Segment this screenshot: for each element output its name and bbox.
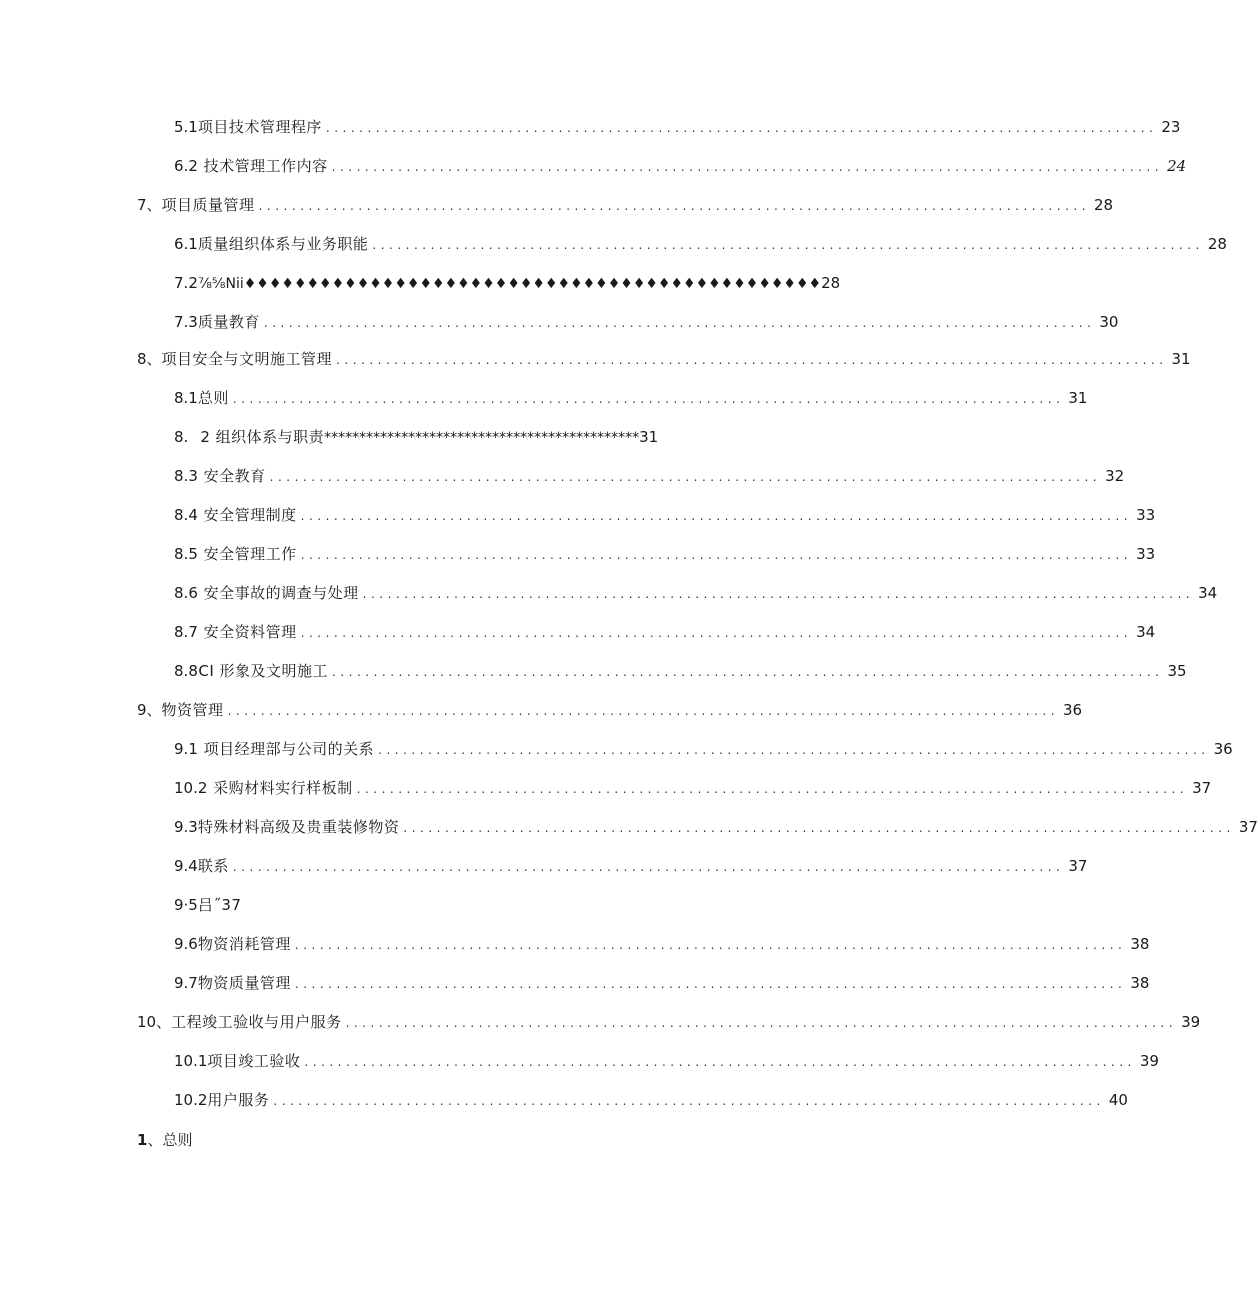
toc-title: 2 组织体系与职责: [200, 428, 325, 446]
toc-page: 31: [1068, 389, 1088, 407]
toc-title: 8CI 形象及文明施工: [188, 662, 329, 680]
toc-leader: ....................................................................................................: [356, 782, 1189, 796]
toc-num: 9.3: [174, 818, 198, 836]
toc-num: 10.2: [174, 1091, 208, 1109]
toc-page: 28: [821, 274, 841, 292]
toc-entry-7[interactable]: [137, 195, 1114, 216]
toc-entry-8-7[interactable]: [174, 622, 1156, 643]
toc-title: 2 技术管理工作内容: [188, 157, 328, 175]
toc-page: 38: [1130, 935, 1150, 953]
toc-leader: ....................................................................................................: [378, 743, 1210, 757]
toc-leader: ....................................................................................................: [331, 160, 1164, 174]
toc-leader: ....................................................................................................: [232, 860, 1065, 874]
toc-title: 联系: [197, 857, 229, 875]
toc-page: 34: [1136, 623, 1156, 641]
toc-num: 5.1: [174, 118, 198, 136]
toc-title: 项目质量管理: [161, 196, 255, 214]
toc-page: 32: [1105, 467, 1125, 485]
toc-num: 10.: [174, 779, 198, 797]
toc-num: 8.: [174, 428, 189, 446]
toc-page: 24: [1167, 157, 1187, 175]
toc-entry-10-2b[interactable]: [174, 1090, 1128, 1111]
toc-entry-8-1[interactable]: [174, 388, 1088, 409]
toc-title: 质量组织体系与业务职能: [197, 235, 369, 253]
toc-page: 33: [1136, 545, 1156, 563]
toc-num: 7.3: [174, 313, 198, 331]
toc-entry-9-4[interactable]: [174, 856, 1088, 877]
toc-title: 1 项目经理部与公司的关系: [188, 740, 375, 758]
toc-entry-8-6[interactable]: [174, 583, 1218, 604]
toc-leader: ....................................................................................................: [232, 392, 1065, 406]
toc-num: 8.: [174, 545, 189, 563]
toc-num: 6.1: [174, 235, 198, 253]
toc-title: 项目技术管理程序: [197, 118, 322, 136]
toc-title: 5 安全管理工作: [188, 545, 297, 563]
toc-leader: ....................................................................................................: [336, 353, 1168, 367]
section-heading-num: 1: [137, 1131, 148, 1149]
toc-entry-9-1[interactable]: [174, 739, 1233, 760]
toc-entry-9-3[interactable]: [174, 817, 1258, 838]
toc-title: 工程竣工验收与用户服务: [171, 1013, 342, 1031]
toc-page: 28: [1094, 196, 1114, 214]
toc-leader: ....................................................................................................: [269, 470, 1102, 484]
toc-page: 34: [1198, 584, 1218, 602]
toc-title: 7 安全资料管理: [188, 623, 297, 641]
toc-title: 4 安全管理制度: [188, 506, 297, 524]
toc-leader: ....................................................................................................: [345, 1016, 1178, 1030]
toc-num: 9.: [174, 740, 189, 758]
toc-num: 9.4: [174, 857, 198, 875]
toc-entry-7-3[interactable]: [174, 312, 1119, 333]
toc-num: 7.: [174, 274, 189, 292]
toc-leader: ....................................................................................................: [263, 316, 1096, 330]
toc-title: 特殊材料高级及贵重装修物资: [197, 818, 400, 836]
toc-num: 8.1: [174, 389, 198, 407]
toc-leader: ....................................................................................................: [300, 548, 1133, 562]
toc-leader: ....................................................................................................: [332, 665, 1164, 679]
toc-entry-9[interactable]: [137, 700, 1083, 721]
toc-num: 8.: [174, 467, 189, 485]
toc-entry-8-4[interactable]: [174, 505, 1156, 526]
toc-leader: ....................................................................................................: [273, 1094, 1105, 1108]
toc-num: 9·5: [174, 896, 198, 914]
toc-title: 2 采购材料实行样板制: [197, 779, 353, 797]
toc-entry-10-2[interactable]: [174, 778, 1212, 799]
toc-title: 总则: [197, 389, 229, 407]
toc-num: 6.: [174, 157, 189, 175]
section-heading-title: 总则: [162, 1131, 193, 1149]
toc-entry-8-5[interactable]: [174, 544, 1156, 565]
toc-leader: ....................................................................................................: [294, 977, 1127, 991]
toc-leader: ....................................................................................................: [227, 704, 1060, 718]
toc-entry-8-2[interactable]: [174, 427, 775, 448]
toc-leader: ....................................................................................................: [372, 238, 1204, 252]
toc-entry-7-2[interactable]: [174, 273, 841, 294]
toc-page: 36: [1063, 701, 1083, 719]
toc-title: 物资消耗管理: [197, 935, 291, 953]
toc-page: 28: [1207, 235, 1227, 253]
toc-title: 2: [188, 274, 199, 292]
toc-num: 10、: [137, 1013, 172, 1031]
toc-page: 39: [1139, 1052, 1159, 1070]
toc-leader: ....................................................................................................: [294, 938, 1127, 952]
toc-page: 40: [1108, 1091, 1128, 1109]
toc-entry-9-5[interactable]: [174, 895, 775, 915]
toc-num: 9.7: [174, 974, 198, 992]
toc-leader: ....................................................................................................: [258, 199, 1091, 213]
toc-leader: ....................................................................................................: [403, 821, 1235, 835]
toc-page: 37: [1192, 779, 1212, 797]
toc-title: 质量教育: [197, 313, 260, 331]
toc-leader: ....................................................................................................: [362, 587, 1195, 601]
toc-page: 36: [1213, 740, 1233, 758]
toc-title: 6 安全事故的调查与处理: [188, 584, 359, 602]
toc-entry-10-1[interactable]: [174, 1051, 1159, 1072]
toc-num: 9、: [137, 701, 162, 719]
toc-title: 项目安全与文明施工管理: [161, 350, 333, 368]
toc-leader: ....................................................................................................: [300, 509, 1133, 523]
toc-entry-9-6[interactable]: [174, 934, 1150, 955]
toc-title: 吕˝37: [197, 896, 242, 914]
toc-num: 8.: [174, 584, 189, 602]
toc-num: 8.: [174, 623, 189, 641]
toc-page: 33: [1136, 506, 1156, 524]
toc-title: 物资质量管理: [197, 974, 291, 992]
toc-entry-8[interactable]: [137, 349, 1191, 370]
toc-num: 7、: [137, 196, 162, 214]
toc-entry-6-1[interactable]: [174, 234, 1227, 255]
toc-leader: ....................................................................................................: [304, 1055, 1136, 1069]
toc-page: 31: [1171, 350, 1191, 368]
section-heading-sep: 、: [147, 1131, 163, 1149]
toc-entry-10[interactable]: [137, 1012, 1201, 1033]
toc-num: 8.: [174, 506, 189, 524]
toc-page: 39: [1181, 1013, 1201, 1031]
toc-garbled-text: ⅞⅝Nii♦♦♦♦♦♦♦♦♦♦♦♦♦♦♦♦♦♦♦♦♦♦♦♦♦♦♦♦♦♦♦♦♦♦♦♦♦♦♦♦♦♦♦♦♦♦: [198, 276, 822, 292]
toc-leader: ....................................................................................................: [300, 626, 1133, 640]
toc-entry-5-1[interactable]: [174, 117, 1181, 138]
toc-title: 项目竣工验收: [207, 1052, 301, 1070]
toc-page: 31: [639, 428, 659, 446]
toc-page: 30: [1099, 313, 1119, 331]
toc-page: 23: [1161, 118, 1181, 136]
toc-entry-6-2[interactable]: [174, 156, 1187, 177]
toc-page: 35: [1167, 662, 1187, 680]
toc-entry-9-7[interactable]: [174, 973, 1150, 994]
section-heading: [137, 1130, 192, 1150]
toc-title: 物资管理: [161, 701, 224, 719]
toc-page: 38: [1130, 974, 1150, 992]
toc-garbled-text: *********************************************: [324, 430, 640, 446]
toc-num: 8、: [137, 350, 162, 368]
toc-title: 3 安全教育: [188, 467, 266, 485]
toc-page: 37: [1068, 857, 1088, 875]
toc-title: 用户服务: [207, 1091, 270, 1109]
toc-page: 37: [1238, 818, 1258, 836]
toc-num: 10.1: [174, 1052, 208, 1070]
toc-num: 8.: [174, 662, 189, 680]
toc-entry-8-3[interactable]: [174, 466, 1125, 487]
toc-num: 9.6: [174, 935, 198, 953]
toc-leader: ....................................................................................................: [325, 121, 1158, 135]
toc-entry-8-8[interactable]: [174, 661, 1187, 682]
